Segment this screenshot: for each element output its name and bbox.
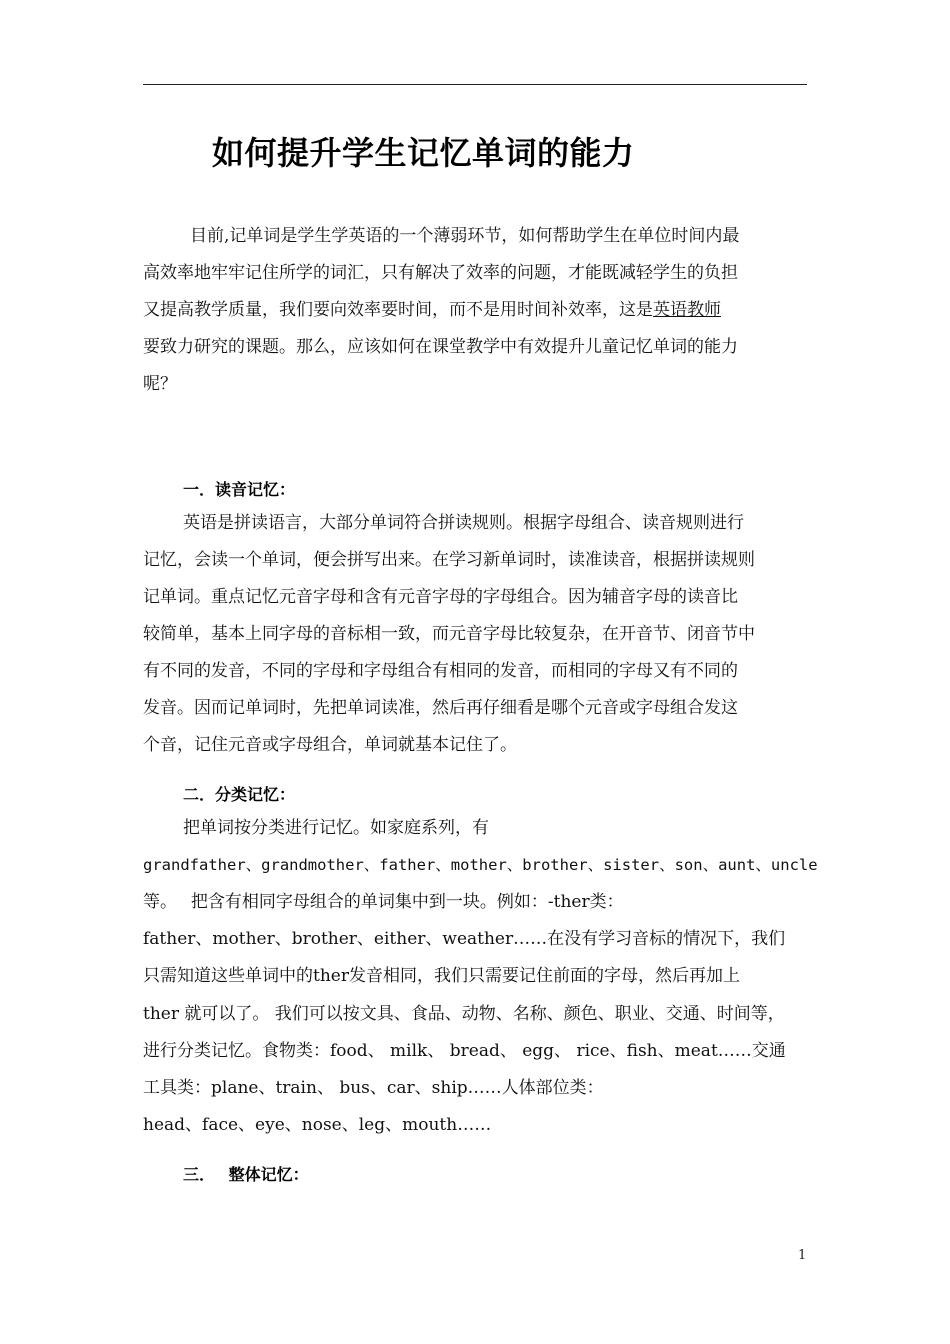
section-1-line-7: 个音，记住元音或字母组合，单词就基本记住了。 — [143, 735, 517, 755]
english-teacher-link[interactable]: 英语教师 — [653, 300, 721, 320]
section-3-heading: 三． 整体记忆： — [183, 1165, 309, 1184]
section-2-heading: 二．分类记忆： — [183, 785, 296, 804]
section-1-line-5: 有不同的发音，不同的字母和字母组合有相同的发音，而相同的字母又有不同的 — [143, 661, 738, 681]
section-2-line-6: ther 就可以了。 我们可以按文具、食品、动物、名称、颜色、职业、交通、时间等， — [143, 1004, 785, 1024]
section-1-line-3: 记单词。重点记忆元音字母和含有元音字母的字母组合。因为辅音字母的读音比 — [143, 587, 738, 607]
section-2-line-4: father、mother、brother、either、weather……在没有学习音标的情况下，我们 — [143, 929, 786, 949]
section-1-line-1: 英语是拼读语言，大部分单词符合拼读规则。根据字母组合、读音规则进行 — [183, 513, 744, 533]
section-1-line-2: 记忆，会读一个单词，便会拼写出来。在学习新单词时，读准读音，根据拼读规则 — [143, 550, 755, 570]
intro-line-3 — [143, 298, 721, 322]
page-number: 1 — [798, 1248, 807, 1263]
document-title: 如何提升学生记忆单词的能力 — [212, 134, 635, 172]
section-2-line-5: 只需知道这些单词中的ther发音相同，我们只需要记住前面的字母，然后再加上 — [143, 966, 740, 986]
intro-line-4: 要致力研究的课题。那么，应该如何在课堂教学中有效提升儿童记忆单词的能力 — [143, 337, 738, 357]
intro-line-1: 目前,记单词是学生学英语的一个薄弱环节，如何帮助学生在单位时间内最 — [190, 226, 740, 246]
section-2-line-9: head、face、eye、nose、leg、mouth…… — [143, 1115, 492, 1135]
intro-line-2: 高效率地牢牢记住所学的词汇，只有解决了效率的问题，才能既减轻学生的负担 — [143, 263, 738, 283]
section-2-line-3: 等。 把含有相同字母组合的单词集中到一块。例如：-ther类： — [143, 892, 624, 912]
section-2-line-8: 工具类：plane、train、 bus、car、ship……人体部位类： — [143, 1078, 604, 1098]
section-2-line-2: grandfather、grandmother、father、mother、brother、sister、son、aunt、uncle — [143, 856, 818, 874]
section-1-line-6: 发音。因而记单词时，先把单词读准，然后再仔细看是哪个元音或字母组合发这 — [143, 698, 738, 718]
intro-line-3-text: 又提高教学质量，我们要向效率要时间，而不是用时间补效率，这是 — [143, 300, 653, 320]
intro-line-5: 呢？ — [143, 374, 177, 394]
section-1-line-4: 较简单，基本上同字母的音标相一致，而元音字母比较复杂，在开音节、闭音节中 — [143, 624, 755, 644]
header-rule — [143, 84, 807, 85]
section-2-line-7: 进行分类记忆。食物类：food、 milk、 bread、 egg、 rice、fish、meat……交通 — [143, 1041, 786, 1061]
section-2-line-1: 把单词按分类进行记忆。如家庭系列，有 — [183, 818, 489, 838]
section-1-heading: 一．读音记忆： — [183, 480, 296, 499]
